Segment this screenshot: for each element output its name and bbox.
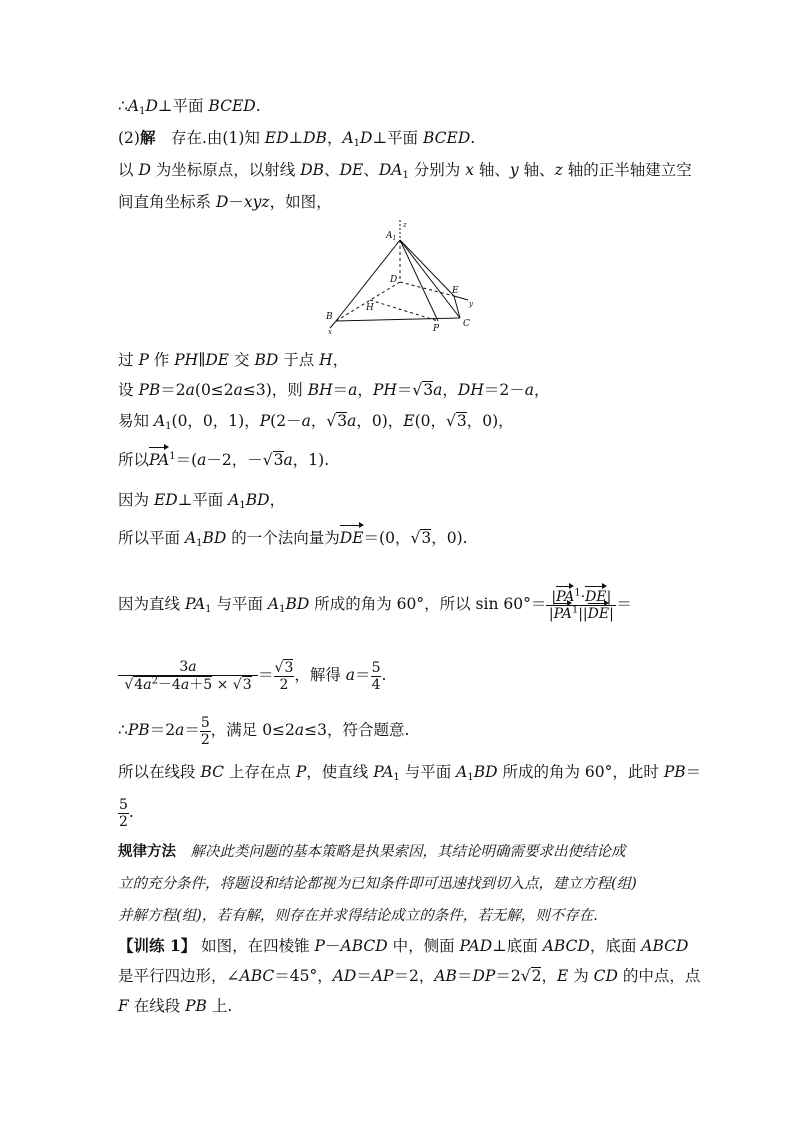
label-h: H xyxy=(366,303,374,313)
exercise-label: 【训练 1】 xyxy=(118,936,197,955)
line-9: 因为 ED⊥平面 $A_1BD$， xyxy=(118,491,286,511)
label-x: x xyxy=(328,328,332,336)
line-5: 过 P 作 PH∥DE 交 BD 于点 H， xyxy=(118,351,349,369)
label-p: P xyxy=(433,324,440,334)
exercise-line-2: 是平行四边形，∠ABC＝45°，AD＝AP＝2，AB＝DP＝2√2，E 为 CD 的中点，点 xyxy=(118,967,701,985)
line-2: (2)解 存在.由(1)知 ED⊥DB，$A_1D\perp$平面 BCED. xyxy=(118,128,476,149)
label-d: D xyxy=(390,275,398,285)
label-e: E xyxy=(452,286,459,296)
line-15: $\frac{5}{2}$ . xyxy=(119,796,134,830)
label-z: z xyxy=(403,221,407,229)
method-label: 规律方法 xyxy=(118,843,176,860)
line-1: $\therefore A_1D\perp$平面 BCED. xyxy=(118,97,261,117)
line-14: 所以在线段 BC 上存在点 P，使直线 $PA_1$ 与平面 $A_1BD$ 所成的角为 60°，此时 PB＝ xyxy=(118,763,702,783)
line-3: 以 D 为坐标原点，以射线 DB、DE、$DA_1$ 分别为 x 轴、y 轴、z 轴的正半轴建立空 xyxy=(118,161,692,181)
line-12: $\frac{3a}{√4a^2-4a+5 \times √3}$ ＝ $\frac{√3}{2}$ ，解得 a＝ $\frac{5}{4}$ . xyxy=(118,655,386,695)
line-6: 设 PB＝2a(0≤2a≤3)，则 BH＝a，PH＝√3a，DH＝2－a， xyxy=(118,381,550,399)
line-11: 因为直线 $PA_1$ 与平面 $A_1BD$ 所成的角为 60°，所以 sin 60°＝ $\frac{|PA^1\cdot DE|}{|PA^1||DE|}$ ＝ xyxy=(118,586,632,622)
label-b: B xyxy=(326,312,333,322)
method-line-2: 立的充分条件，将题设和结论都视为已知条件即可迅速找到切入点，建立方程(组) xyxy=(118,876,637,892)
label-c: C xyxy=(463,319,470,329)
line-4: 间直角坐标系 D－xyz，如图， xyxy=(118,193,332,211)
exercise-line-3: F 在线段 PB 上. xyxy=(118,997,233,1015)
label-a1: $A_1$ xyxy=(386,231,397,242)
line-10: 所以平面 $A_1BD$ 的一个法向量为DE＝(0，√3，0). xyxy=(118,529,468,549)
method-line-3: 并解方程(组)，若有解，则存在并求得结论成立的条件，若无解，则不存在. xyxy=(118,908,598,924)
line-13: ∴PB＝2a＝ $\frac{5}{2}$ ，满足 0≤2a≤3，符合题意. xyxy=(118,714,410,748)
label-y: y xyxy=(469,300,473,308)
method-line-1: 规律方法 解决此类问题的基本策略是执果索因，其结论明确需要求出使结论成 xyxy=(118,843,626,860)
line-8: 所以$PA^1=(a-2$，－√3a，1). xyxy=(118,450,330,469)
line-7: 易知 $A_1(0$，0，1)，P(2－a，√3a，0)，E(0，√3，0)， xyxy=(118,412,514,432)
exercise-line-1: 【训练 1】 如图，在四棱锥 P－ABCD 中，侧面 PAD⊥底面 ABCD，底面 ABCD xyxy=(118,936,689,955)
pyramid-figure xyxy=(318,218,488,336)
